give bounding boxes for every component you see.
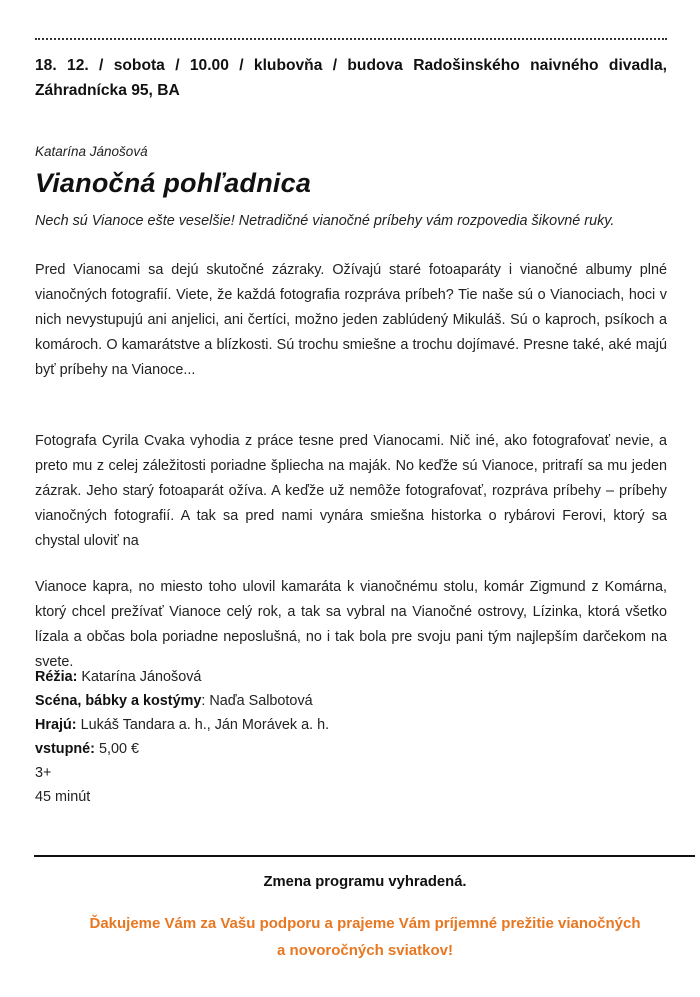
holiday-greeting-line-1: Ďakujeme Vám za Vašu podporu a prajeme Vám príjemné prežitie vianočných xyxy=(89,915,641,932)
credit-ticket xyxy=(35,737,667,761)
article-subtitle: Nech sú Vianoce ešte veselšie! Netradičné vianočné príbehy vám rozpovedia šikovné ruky. xyxy=(35,213,615,229)
article-author: Katarína Jánošová xyxy=(35,144,148,159)
paragraph-1: Pred Vianocami sa dejú skutočné zázraky. Ožívajú staré fotoaparáty i vianočné albumy plné vianočných fotografií. Viete, že každá fotografia rozpráva príbeh? Tie naše sú o Vianociach, hoci v nich nevystupujú ani anjelici, ani čertíci, možno jeden zablúdený Mikuláš. Sú o kaproch, psíkoch a komároch. O kamarátstve a blízkosti. Sú trochu smiešne a trochu dojímavé. Presne také, aké majú byť príbehy na Vianoce... xyxy=(35,262,667,378)
paragraph-2: Fotografa Cyrila Cvaka vyhodia z práce tesne pred Vianocami. Nič iné, ako fotografovať nevie, a preto mu z celej záležitosti poriadne špliecha na maják. No keďže sú Vianoce, pritrafí sa mu jeden zázrak. Jeho starý fotoaparát ožíva. A keďže už nemôže fotografovať, rozpráva príbehy – príbehy vianočných fotografií. A tak sa pred nami vynára smiešna historka o rybárovi Ferovi, ktorý sa chystal uloviť na xyxy=(35,433,667,549)
credit-direction xyxy=(35,665,667,689)
credit-direction-label: Réžia: xyxy=(35,669,78,685)
paragraph-3: Vianoce kapra, no miesto toho ulovil kamaráta k vianočnému stolu, komár Zigmund z Komárna, ktorý chcel prežívať Vianoce celý rok, a tak sa vybral na Vianočné ostrovy, Lízinka, ktorá všetko lízala a občas bola poriadne neposlušná, no i tak bola pre svoju pani tým najlepším darčekom na svete. xyxy=(35,579,667,670)
article-title: Vianočná pohľadnica xyxy=(35,168,312,198)
credit-cast xyxy=(35,713,667,737)
program-change-notice: Zmena programu vyhradená. xyxy=(263,874,467,890)
event-info: 18. 12. / sobota / 10.00 / klubovňa / budova Radošinského naivného divadla, Záhradnícka 95, BA xyxy=(35,57,667,99)
credit-ticket-label: vstupné: xyxy=(35,741,95,757)
credits-block xyxy=(35,665,667,809)
holiday-greeting xyxy=(35,910,695,964)
credit-design xyxy=(35,689,667,713)
credit-ticket-value: 5,00 € xyxy=(98,741,139,757)
credit-duration: 45 minút xyxy=(35,789,91,805)
dotted-divider xyxy=(35,38,667,40)
credit-direction-value: Katarína Jánošová xyxy=(81,669,202,685)
credit-age: 3+ xyxy=(35,765,52,781)
credit-design-label: Scéna, bábky a kostýmy xyxy=(35,693,202,709)
holiday-greeting-line-2: a novoročných sviatkov! xyxy=(277,942,453,959)
footer-rule xyxy=(34,855,695,857)
credit-cast-value: Lukáš Tandara a. h., Ján Morávek a. h. xyxy=(80,717,330,733)
credit-design-value: : Naďa Salbotová xyxy=(201,693,313,709)
credit-cast-label: Hrajú: xyxy=(35,717,77,733)
